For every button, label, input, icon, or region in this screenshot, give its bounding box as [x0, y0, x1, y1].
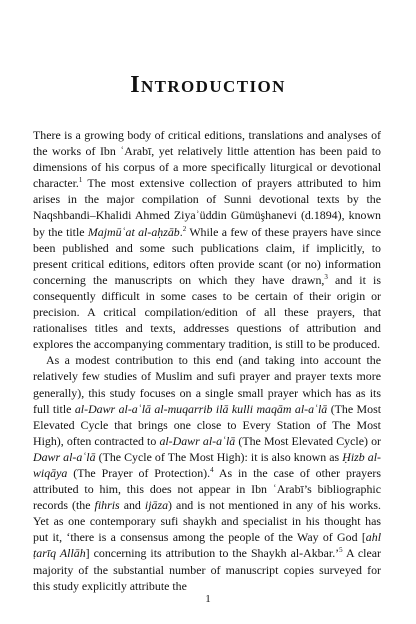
italic-term: Ḥizb al-wiqāya — [33, 449, 381, 480]
italic-term: ijāza — [144, 498, 169, 513]
text-run: While a few of these prayers have since been published and some such publications claim, if implicitly, to present critical editions, editors often provide scant (or no) information concerning the manuscripts on which they have drawn, — [33, 224, 381, 287]
text-run: As in the case of other prayers attributed to him, this does not appear in Ibn ʿArabī’s bibliographic records (the — [33, 465, 381, 513]
italic-term: al-Dawr al-aʿlā al-muqarrib ilā kulli maqām al-aʿlā — [74, 401, 328, 416]
italic-term: ahl ṭarīq Allāh — [33, 530, 381, 561]
paragraph — [33, 352, 381, 593]
italic-term: fihris — [94, 498, 120, 513]
text-run: A clear majority of the substantial number of manuscript copies surveyed for this study explicitly attribute the — [33, 546, 381, 593]
text-run: (The Most Elevated Cycle) or — [235, 433, 381, 448]
text-run: (The Cycle of The Most High): it is also known as — [95, 449, 343, 464]
text-run: ) and is not mentioned in any of his works. Yet as one contemporary sufi shaykh and specialist in his thought has put it, ‘there is a consensus among the people of the Way of God [ — [33, 498, 381, 545]
footnote-ref: 5 — [339, 546, 343, 555]
text-run: and — [119, 498, 145, 513]
paragraph — [33, 127, 381, 352]
body-text — [33, 127, 381, 594]
italic-term: Dawr al-aʿlā — [33, 449, 96, 464]
footnote-ref: 2 — [182, 224, 187, 233]
text-run: The most extensive collection of prayers attributed to him arises in the major compilation of Sunni devotional texts by the Naqshbandi–Khalidi Ahmed Ziyaʾüddin Gümüşhanevi (d.1894), known by the title — [33, 176, 381, 239]
text-run: and it is consequently difficult in some cases to be certain of their origin or precision. A critical compilation/edition of all these prayers, that rationalises titles and texts, addresses questions of attribution and explores the accompanying commentary tradition, is still to be produced. — [33, 272, 381, 352]
text-run: There is a growing body of critical editions, translations and analyses of the works of Ibn ʿArabī, yet relatively little attention has been paid to dimensions of his corpus of a more specifically liturgical or devotional character. — [33, 128, 381, 191]
chapter-title: Introduction — [130, 72, 286, 98]
text-run: ] concerning its attribution to the Shaykh al-Akbar.’ — [85, 546, 340, 561]
text-run: As a modest contribution to this end (and taking into account the relatively few studies of Muslim and sufi prayer and prayer texts more generally), this study focuses on a single small prayer which has as its full title — [33, 353, 381, 416]
text-run: . — [179, 224, 183, 239]
text-run: (The Prayer of Protection). — [67, 465, 211, 480]
footnote-ref: 4 — [210, 466, 214, 474]
footnote-ref: 1 — [78, 176, 83, 185]
italic-term: Majmūʿat al-aḥzāb — [87, 224, 180, 239]
italic-term: al-Dawr al-aʿlā — [159, 433, 236, 448]
page-number: 1 — [205, 593, 211, 605]
footnote-ref: 3 — [324, 272, 328, 281]
text-run: (The Most Elevated Cycle that brings one close to Every Station of The Most High), often contracted to — [33, 401, 382, 448]
